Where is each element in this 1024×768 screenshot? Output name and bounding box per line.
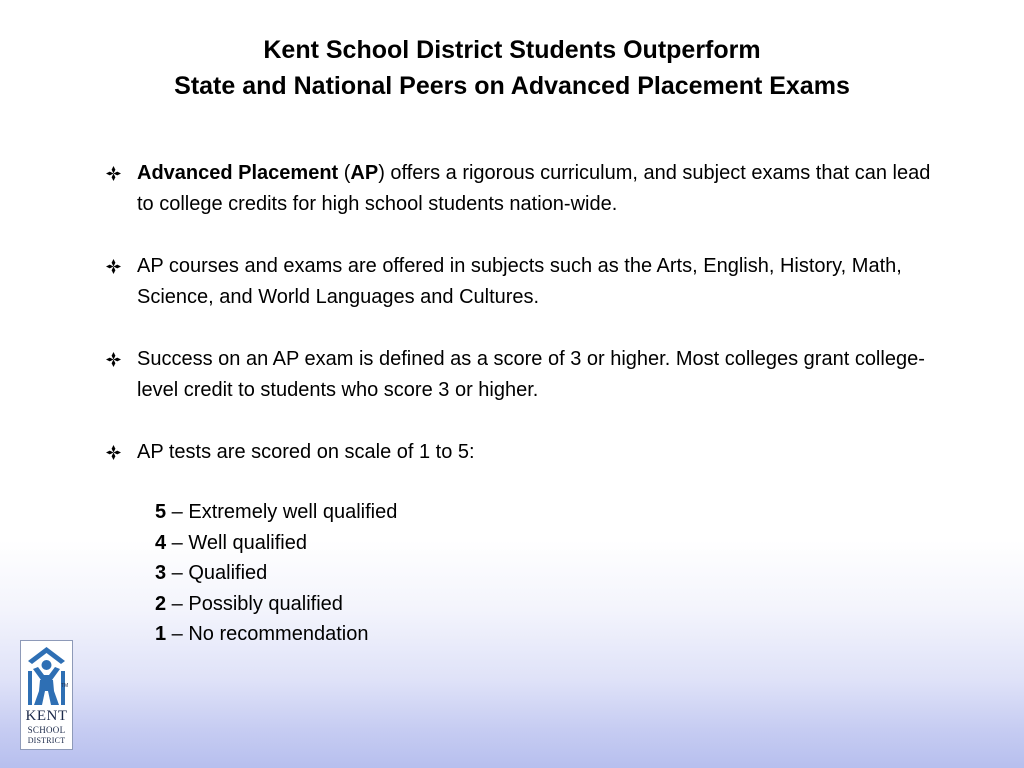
diamond-bullet-icon	[104, 251, 126, 282]
bullet-item	[104, 158, 934, 220]
score-value: 1	[155, 623, 167, 645]
diamond-bullet-icon	[104, 437, 126, 468]
score-description: – Extremely well qualified	[166, 501, 398, 523]
bullet-item	[104, 437, 934, 468]
bullet-text: Success on an AP exam is defined as a score of 3 or higher. Most colleges grant college-level credit to students who score 3 or higher.	[137, 348, 925, 401]
slide-title	[0, 32, 1024, 104]
bullet-bold-term: Advanced Placement	[137, 162, 339, 184]
score-value: 5	[155, 501, 167, 523]
district-emblem-icon	[25, 645, 68, 707]
score-line	[155, 589, 397, 620]
score-value: 4	[155, 531, 167, 554]
bullet-text: AP courses and exams are offered in subjects such as the Arts, English, History, Math, Science, and World Languages and Cultures.	[137, 255, 902, 308]
bullet-text: ) offers a rigorous curriculum, and subject exams that can lead to college credits for high school students nation-wide.	[137, 162, 931, 215]
score-description: – Well qualified	[166, 531, 307, 554]
diamond-bullet-icon	[104, 158, 126, 189]
bullet-paren: (	[338, 162, 351, 184]
bullet-item	[104, 251, 934, 313]
score-line	[155, 619, 397, 650]
score-description: – No recommendation	[166, 623, 369, 645]
bullet-list	[104, 158, 934, 468]
score-line	[155, 497, 397, 528]
logo-text-district: DISTRICT	[27, 736, 66, 745]
bullet-item	[104, 344, 934, 406]
kent-school-district-logo	[20, 640, 73, 750]
score-description: – Qualified	[166, 562, 268, 584]
title-line-2: State and National Peers on Advanced Placement Exams	[174, 72, 850, 100]
score-description: – Possibly qualified	[166, 592, 343, 615]
bullet-bold-abbrev: AP	[350, 162, 379, 184]
score-value: 3	[155, 562, 167, 584]
score-value: 2	[155, 592, 167, 615]
diamond-bullet-icon	[104, 344, 126, 375]
score-scale-list	[155, 497, 397, 650]
score-line	[155, 558, 397, 589]
bullet-text: AP tests are scored on scale of 1 to 5:	[137, 441, 475, 463]
title-line-1: Kent School District Students Outperform	[263, 36, 761, 64]
logo-text-school: SCHOOL	[27, 725, 66, 735]
logo-text-kent: KENT	[25, 708, 68, 724]
score-line	[155, 528, 397, 559]
trademark-mark: TM	[61, 683, 69, 689]
